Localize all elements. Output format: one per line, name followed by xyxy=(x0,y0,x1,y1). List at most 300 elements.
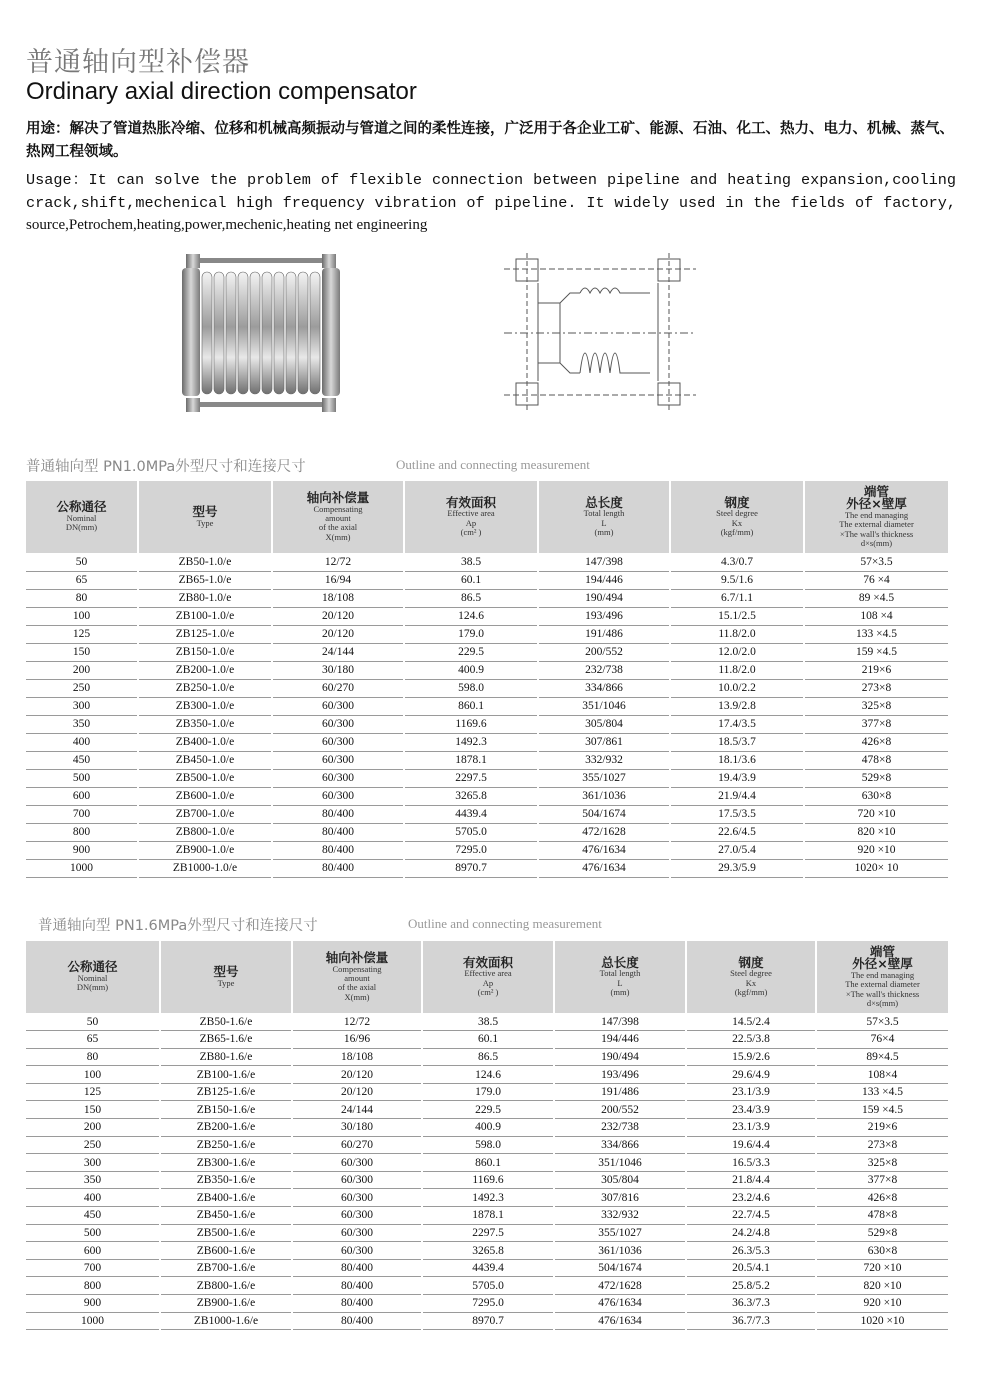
type-cell: ZB1000-1.6/e xyxy=(160,1312,292,1330)
col-header-compensation: 轴向补偿量 Compensating amount of the axial X(mm) xyxy=(272,481,404,553)
compensation-cell: 18/108 xyxy=(272,589,404,607)
stiffness-cell: 13.9/2.8 xyxy=(670,697,804,715)
compensation-cell: 30/180 xyxy=(272,661,404,679)
table2-title-en: Outline and connecting measurement xyxy=(408,916,602,931)
usage-text-en-last: source,Petrochem,heating,power,mechenic,heating net engineering xyxy=(26,217,428,233)
table-row xyxy=(26,1207,948,1225)
end-pipe-cell: 76×4 xyxy=(816,1031,948,1049)
length-cell: 355/1027 xyxy=(538,769,670,787)
stiffness-cell: 29.6/4.9 xyxy=(686,1066,816,1084)
compensation-cell: 20/120 xyxy=(272,625,404,643)
table-row xyxy=(26,697,948,715)
stiffness-cell: 25.8/5.2 xyxy=(686,1277,816,1295)
end-pipe-cell: 377×8 xyxy=(816,1171,948,1189)
compensation-cell: 80/400 xyxy=(292,1312,422,1330)
table-row xyxy=(26,1013,948,1031)
type-cell: ZB1000-1.0/e xyxy=(138,859,272,877)
type-cell: ZB800-1.0/e xyxy=(138,823,272,841)
table-row xyxy=(26,1066,948,1084)
compensation-cell: 12/72 xyxy=(272,553,404,571)
stiffness-cell: 21.9/4.4 xyxy=(670,787,804,805)
area-cell: 8970.7 xyxy=(404,859,538,877)
length-cell: 332/932 xyxy=(554,1207,686,1225)
stiffness-cell: 29.3/5.9 xyxy=(670,859,804,877)
compensation-cell: 60/300 xyxy=(292,1171,422,1189)
table-row xyxy=(26,751,948,769)
table-row xyxy=(26,841,948,859)
type-cell: ZB350-1.0/e xyxy=(138,715,272,733)
stiffness-cell: 26.3/5.3 xyxy=(686,1242,816,1260)
col-header-area: 有效面积 Effective area Ap (cm² ) xyxy=(422,941,554,1013)
length-cell: 472/1628 xyxy=(554,1277,686,1295)
end-pipe-cell: 426×8 xyxy=(804,733,948,751)
table-row xyxy=(26,589,948,607)
area-cell: 38.5 xyxy=(404,553,538,571)
end-pipe-cell: 108 ×4 xyxy=(804,607,948,625)
area-cell: 179.0 xyxy=(404,625,538,643)
usage-text-en xyxy=(26,169,956,237)
dn-cell: 50 xyxy=(26,1013,160,1031)
table-row xyxy=(26,859,948,877)
type-cell: ZB50-1.0/e xyxy=(138,553,272,571)
type-cell: ZB150-1.0/e xyxy=(138,643,272,661)
table-row xyxy=(26,787,948,805)
type-cell: ZB150-1.6/e xyxy=(160,1101,292,1119)
dn-cell: 1000 xyxy=(26,1312,160,1330)
area-cell: 1492.3 xyxy=(422,1189,554,1207)
length-cell: 190/494 xyxy=(554,1048,686,1066)
stiffness-cell: 18.1/3.6 xyxy=(670,751,804,769)
area-cell: 124.6 xyxy=(404,607,538,625)
compensation-cell: 20/120 xyxy=(292,1083,422,1101)
type-cell: ZB50-1.6/e xyxy=(160,1013,292,1031)
type-cell: ZB800-1.6/e xyxy=(160,1277,292,1295)
col-header-compensation: 轴向补偿量 Compensating amount of the axial X(mm) xyxy=(292,941,422,1013)
type-cell: ZB200-1.6/e xyxy=(160,1119,292,1137)
table-row xyxy=(26,571,948,589)
area-cell: 5705.0 xyxy=(404,823,538,841)
length-cell: 232/738 xyxy=(538,661,670,679)
dn-cell: 1000 xyxy=(26,859,138,877)
table-row xyxy=(26,1031,948,1049)
compensation-cell: 60/300 xyxy=(292,1189,422,1207)
stiffness-cell: 17.4/3.5 xyxy=(670,715,804,733)
type-cell: ZB600-1.0/e xyxy=(138,787,272,805)
length-cell: 200/552 xyxy=(554,1101,686,1119)
end-pipe-cell: 76 ×4 xyxy=(804,571,948,589)
table-row xyxy=(26,1259,948,1277)
compensation-cell: 60/300 xyxy=(272,715,404,733)
compensation-cell: 60/300 xyxy=(272,733,404,751)
length-cell: 476/1634 xyxy=(554,1295,686,1313)
type-cell: ZB65-1.6/e xyxy=(160,1031,292,1049)
table-row xyxy=(26,1154,948,1172)
area-cell: 1492.3 xyxy=(404,733,538,751)
dn-cell: 200 xyxy=(26,1119,160,1137)
stiffness-cell: 24.2/4.8 xyxy=(686,1224,816,1242)
compensation-cell: 60/270 xyxy=(292,1136,422,1154)
end-pipe-cell: 720 ×10 xyxy=(804,805,948,823)
table-row xyxy=(26,1189,948,1207)
table2-title-zh: 普通轴向型 PN1.6MPa外型尺寸和连接尺寸 xyxy=(38,918,318,934)
length-cell: 504/1674 xyxy=(538,805,670,823)
type-cell: ZB400-1.0/e xyxy=(138,733,272,751)
end-pipe-cell: 273×8 xyxy=(804,679,948,697)
dn-cell: 200 xyxy=(26,661,138,679)
end-pipe-cell: 159 ×4.5 xyxy=(816,1101,948,1119)
compensation-cell: 60/300 xyxy=(272,697,404,715)
end-pipe-cell: 89 ×4.5 xyxy=(804,589,948,607)
dn-cell: 600 xyxy=(26,1242,160,1260)
col-header-area: 有效面积 Effective area Ap (cm² ) xyxy=(404,481,538,553)
type-cell: ZB200-1.0/e xyxy=(138,661,272,679)
stiffness-cell: 36.3/7.3 xyxy=(686,1295,816,1313)
dn-cell: 900 xyxy=(26,1295,160,1313)
col-header-type: 型号 Type xyxy=(138,481,272,553)
end-pipe-cell: 377×8 xyxy=(804,715,948,733)
area-cell: 124.6 xyxy=(422,1066,554,1084)
stiffness-cell: 19.4/3.9 xyxy=(670,769,804,787)
stiffness-cell: 9.5/1.6 xyxy=(670,571,804,589)
area-cell: 860.1 xyxy=(404,697,538,715)
length-cell: 334/866 xyxy=(538,679,670,697)
area-cell: 7295.0 xyxy=(422,1295,554,1313)
stiffness-cell: 12.0/2.0 xyxy=(670,643,804,661)
stiffness-cell: 23.2/4.6 xyxy=(686,1189,816,1207)
length-cell: 193/496 xyxy=(554,1066,686,1084)
stiffness-cell: 23.4/3.9 xyxy=(686,1101,816,1119)
dn-cell: 80 xyxy=(26,1048,160,1066)
end-pipe-cell: 219×6 xyxy=(816,1119,948,1137)
compensation-cell: 16/94 xyxy=(272,571,404,589)
length-cell: 190/494 xyxy=(538,589,670,607)
area-cell: 400.9 xyxy=(404,661,538,679)
length-cell: 361/1036 xyxy=(538,787,670,805)
dn-cell: 700 xyxy=(26,1259,160,1277)
stiffness-cell: 20.5/4.1 xyxy=(686,1259,816,1277)
dn-cell: 300 xyxy=(26,697,138,715)
area-cell: 60.1 xyxy=(422,1031,554,1049)
end-pipe-cell: 89×4.5 xyxy=(816,1048,948,1066)
area-cell: 860.1 xyxy=(422,1154,554,1172)
end-pipe-cell: 219×6 xyxy=(804,661,948,679)
compensation-cell: 80/400 xyxy=(272,805,404,823)
length-cell: 191/486 xyxy=(554,1083,686,1101)
dn-cell: 450 xyxy=(26,1207,160,1225)
table1-title-en: Outline and connecting measurement xyxy=(396,457,590,472)
compensation-cell: 80/400 xyxy=(292,1277,422,1295)
col-header-end-pipe: 端管 外径×壁厚 The end managing The external diameter ×The wall's thickness d×s(mm) xyxy=(816,941,948,1013)
length-cell: 305/804 xyxy=(554,1171,686,1189)
area-cell: 5705.0 xyxy=(422,1277,554,1295)
length-cell: 351/1046 xyxy=(538,697,670,715)
table-row xyxy=(26,1295,948,1313)
dn-cell: 125 xyxy=(26,1083,160,1101)
compensation-cell: 80/400 xyxy=(272,841,404,859)
area-cell: 8970.7 xyxy=(422,1312,554,1330)
end-pipe-cell: 920 ×10 xyxy=(816,1295,948,1313)
area-cell: 2297.5 xyxy=(422,1224,554,1242)
compensation-cell: 80/400 xyxy=(292,1295,422,1313)
table-row xyxy=(26,1277,948,1295)
compensation-cell: 60/300 xyxy=(272,751,404,769)
length-cell: 361/1036 xyxy=(554,1242,686,1260)
type-cell: ZB300-1.6/e xyxy=(160,1154,292,1172)
type-cell: ZB100-1.6/e xyxy=(160,1066,292,1084)
stiffness-cell: 36.7/7.3 xyxy=(686,1312,816,1330)
length-cell: 200/552 xyxy=(538,643,670,661)
area-cell: 1878.1 xyxy=(422,1207,554,1225)
table-row xyxy=(26,643,948,661)
dn-cell: 100 xyxy=(26,1066,160,1084)
end-pipe-cell: 1020 ×10 xyxy=(816,1312,948,1330)
area-cell: 229.5 xyxy=(404,643,538,661)
compensation-cell: 60/300 xyxy=(292,1242,422,1260)
compensation-cell: 20/120 xyxy=(272,607,404,625)
table-row xyxy=(26,1101,948,1119)
table-row xyxy=(26,823,948,841)
end-pipe-cell: 426×8 xyxy=(816,1189,948,1207)
page-title-zh: 普通轴向型补偿器 xyxy=(26,47,250,78)
dn-cell: 80 xyxy=(26,589,138,607)
length-cell: 307/861 xyxy=(538,733,670,751)
end-pipe-cell: 325×8 xyxy=(804,697,948,715)
end-pipe-cell: 133 ×4.5 xyxy=(816,1083,948,1101)
type-cell: ZB700-1.6/e xyxy=(160,1259,292,1277)
length-cell: 476/1634 xyxy=(538,841,670,859)
dn-cell: 900 xyxy=(26,841,138,859)
length-cell: 194/446 xyxy=(538,571,670,589)
dn-cell: 250 xyxy=(26,1136,160,1154)
dn-cell: 65 xyxy=(26,1031,160,1049)
area-cell: 4439.4 xyxy=(422,1259,554,1277)
spec-table-pn16 xyxy=(26,941,948,1330)
end-pipe-cell: 820 ×10 xyxy=(804,823,948,841)
dn-cell: 450 xyxy=(26,751,138,769)
area-cell: 60.1 xyxy=(404,571,538,589)
dn-cell: 300 xyxy=(26,1154,160,1172)
length-cell: 147/398 xyxy=(538,553,670,571)
area-cell: 229.5 xyxy=(422,1101,554,1119)
end-pipe-cell: 133 ×4.5 xyxy=(804,625,948,643)
stiffness-cell: 15.1/2.5 xyxy=(670,607,804,625)
table-row xyxy=(26,661,948,679)
stiffness-cell: 17.5/3.5 xyxy=(670,805,804,823)
page-title-en: Ordinary axial direction compensator xyxy=(26,78,417,105)
dn-cell: 150 xyxy=(26,643,138,661)
table-row xyxy=(26,1136,948,1154)
length-cell: 472/1628 xyxy=(538,823,670,841)
stiffness-cell: 18.5/3.7 xyxy=(670,733,804,751)
table-row xyxy=(26,715,948,733)
compensation-cell: 80/400 xyxy=(272,823,404,841)
area-cell: 2297.5 xyxy=(404,769,538,787)
stiffness-cell: 23.1/3.9 xyxy=(686,1119,816,1137)
length-cell: 232/738 xyxy=(554,1119,686,1137)
dn-cell: 800 xyxy=(26,823,138,841)
area-cell: 86.5 xyxy=(404,589,538,607)
area-cell: 86.5 xyxy=(422,1048,554,1066)
area-cell: 598.0 xyxy=(422,1136,554,1154)
end-pipe-cell: 1020× 10 xyxy=(804,859,948,877)
table-row xyxy=(26,679,948,697)
end-pipe-cell: 273×8 xyxy=(816,1136,948,1154)
col-header-stiffness: 钢度 Steel degree Kx (kgf/mm) xyxy=(670,481,804,553)
area-cell: 1878.1 xyxy=(404,751,538,769)
stiffness-cell: 15.9/2.6 xyxy=(686,1048,816,1066)
compensation-cell: 18/108 xyxy=(292,1048,422,1066)
col-header-stiffness: 钢度 Steel degree Kx (kgf/mm) xyxy=(686,941,816,1013)
dn-cell: 350 xyxy=(26,715,138,733)
end-pipe-cell: 630×8 xyxy=(804,787,948,805)
compensation-cell: 20/120 xyxy=(292,1066,422,1084)
type-cell: ZB600-1.6/e xyxy=(160,1242,292,1260)
table-row xyxy=(26,1119,948,1137)
length-cell: 355/1027 xyxy=(554,1224,686,1242)
end-pipe-cell: 478×8 xyxy=(816,1207,948,1225)
compensator-photo xyxy=(178,250,348,420)
col-header-dn: 公称通径 Nominal DN(mm) xyxy=(26,481,138,553)
length-cell: 476/1634 xyxy=(538,859,670,877)
compensation-cell: 80/400 xyxy=(292,1259,422,1277)
type-cell: ZB300-1.0/e xyxy=(138,697,272,715)
length-cell: 147/398 xyxy=(554,1013,686,1031)
dn-cell: 600 xyxy=(26,787,138,805)
dn-cell: 100 xyxy=(26,607,138,625)
type-cell: ZB100-1.0/e xyxy=(138,607,272,625)
dn-cell: 50 xyxy=(26,553,138,571)
type-cell: ZB125-1.0/e xyxy=(138,625,272,643)
table-row xyxy=(26,733,948,751)
type-cell: ZB900-1.0/e xyxy=(138,841,272,859)
end-pipe-cell: 529×8 xyxy=(816,1224,948,1242)
compensation-cell: 80/400 xyxy=(272,859,404,877)
length-cell: 305/804 xyxy=(538,715,670,733)
length-cell: 476/1634 xyxy=(554,1312,686,1330)
length-cell: 191/486 xyxy=(538,625,670,643)
stiffness-cell: 11.8/2.0 xyxy=(670,625,804,643)
compensation-cell: 60/300 xyxy=(272,769,404,787)
spec-table-pn10 xyxy=(26,481,948,878)
length-cell: 351/1046 xyxy=(554,1154,686,1172)
type-cell: ZB125-1.6/e xyxy=(160,1083,292,1101)
type-cell: ZB80-1.0/e xyxy=(138,589,272,607)
compensation-cell: 16/96 xyxy=(292,1031,422,1049)
stiffness-cell: 4.3/0.7 xyxy=(670,553,804,571)
usage-text-zh: 用途：解决了管道热胀冷缩、位移和机械高频振动与管道之间的柔性连接，广泛用于各企业工矿、能源、石油、化工、热力、电力、机械、蒸气、热网工程领域。 xyxy=(26,121,954,160)
table-row xyxy=(26,1171,948,1189)
usage-text-en-main: Usage：It can solve the problem of flexible connection between pipeline and heating expansion,cooling crack,shift,mechenical high frequency vibration of pipeline. It widely used in the fields of factory, xyxy=(26,171,956,212)
compensator-drawing xyxy=(500,253,700,413)
end-pipe-cell: 325×8 xyxy=(816,1154,948,1172)
dn-cell: 65 xyxy=(26,571,138,589)
area-cell: 4439.4 xyxy=(404,805,538,823)
type-cell: ZB400-1.6/e xyxy=(160,1189,292,1207)
table-row xyxy=(26,1048,948,1066)
area-cell: 400.9 xyxy=(422,1119,554,1137)
table-row xyxy=(26,769,948,787)
compensation-cell: 60/300 xyxy=(292,1224,422,1242)
table1-title-zh: 普通轴向型 PN1.0MPa外型尺寸和连接尺寸 xyxy=(26,459,306,475)
table-row xyxy=(26,625,948,643)
stiffness-cell: 6.7/1.1 xyxy=(670,589,804,607)
table-row xyxy=(26,607,948,625)
col-header-length: 总长度 Total length L (mm) xyxy=(538,481,670,553)
end-pipe-cell: 720 ×10 xyxy=(816,1259,948,1277)
type-cell: ZB350-1.6/e xyxy=(160,1171,292,1189)
compensation-cell: 60/300 xyxy=(272,787,404,805)
dn-cell: 125 xyxy=(26,625,138,643)
table-row xyxy=(26,1242,948,1260)
col-header-type: 型号 Type xyxy=(160,941,292,1013)
compensation-cell: 24/144 xyxy=(272,643,404,661)
dn-cell: 800 xyxy=(26,1277,160,1295)
type-cell: ZB900-1.6/e xyxy=(160,1295,292,1313)
dn-cell: 400 xyxy=(26,733,138,751)
end-pipe-cell: 57×3.5 xyxy=(804,553,948,571)
type-cell: ZB250-1.0/e xyxy=(138,679,272,697)
table-row xyxy=(26,553,948,571)
stiffness-cell: 22.6/4.5 xyxy=(670,823,804,841)
table-row xyxy=(26,1083,948,1101)
length-cell: 334/866 xyxy=(554,1136,686,1154)
end-pipe-cell: 630×8 xyxy=(816,1242,948,1260)
end-pipe-cell: 159 ×4.5 xyxy=(804,643,948,661)
stiffness-cell: 22.7/4.5 xyxy=(686,1207,816,1225)
compensation-cell: 60/270 xyxy=(272,679,404,697)
area-cell: 38.5 xyxy=(422,1013,554,1031)
compensation-cell: 60/300 xyxy=(292,1154,422,1172)
stiffness-cell: 22.5/3.8 xyxy=(686,1031,816,1049)
type-cell: ZB450-1.0/e xyxy=(138,751,272,769)
area-cell: 3265.8 xyxy=(404,787,538,805)
area-cell: 1169.6 xyxy=(422,1171,554,1189)
dn-cell: 150 xyxy=(26,1101,160,1119)
type-cell: ZB80-1.6/e xyxy=(160,1048,292,1066)
stiffness-cell: 27.0/5.4 xyxy=(670,841,804,859)
dn-cell: 500 xyxy=(26,1224,160,1242)
stiffness-cell: 11.8/2.0 xyxy=(670,661,804,679)
end-pipe-cell: 820 ×10 xyxy=(816,1277,948,1295)
type-cell: ZB700-1.0/e xyxy=(138,805,272,823)
col-header-length: 总长度 Total length L (mm) xyxy=(554,941,686,1013)
compensation-cell: 12/72 xyxy=(292,1013,422,1031)
type-cell: ZB450-1.6/e xyxy=(160,1207,292,1225)
type-cell: ZB500-1.6/e xyxy=(160,1224,292,1242)
stiffness-cell: 10.0/2.2 xyxy=(670,679,804,697)
type-cell: ZB250-1.6/e xyxy=(160,1136,292,1154)
end-pipe-cell: 529×8 xyxy=(804,769,948,787)
compensation-cell: 30/180 xyxy=(292,1119,422,1137)
dn-cell: 350 xyxy=(26,1171,160,1189)
area-cell: 3265.8 xyxy=(422,1242,554,1260)
dn-cell: 400 xyxy=(26,1189,160,1207)
end-pipe-cell: 478×8 xyxy=(804,751,948,769)
area-cell: 7295.0 xyxy=(404,841,538,859)
type-cell: ZB500-1.0/e xyxy=(138,769,272,787)
length-cell: 332/932 xyxy=(538,751,670,769)
compensation-cell: 24/144 xyxy=(292,1101,422,1119)
dn-cell: 250 xyxy=(26,679,138,697)
type-cell: ZB65-1.0/e xyxy=(138,571,272,589)
stiffness-cell: 23.1/3.9 xyxy=(686,1083,816,1101)
length-cell: 307/816 xyxy=(554,1189,686,1207)
stiffness-cell: 14.5/2.4 xyxy=(686,1013,816,1031)
table-row xyxy=(26,805,948,823)
end-pipe-cell: 108×4 xyxy=(816,1066,948,1084)
table-row xyxy=(26,1224,948,1242)
table-row xyxy=(26,1312,948,1330)
